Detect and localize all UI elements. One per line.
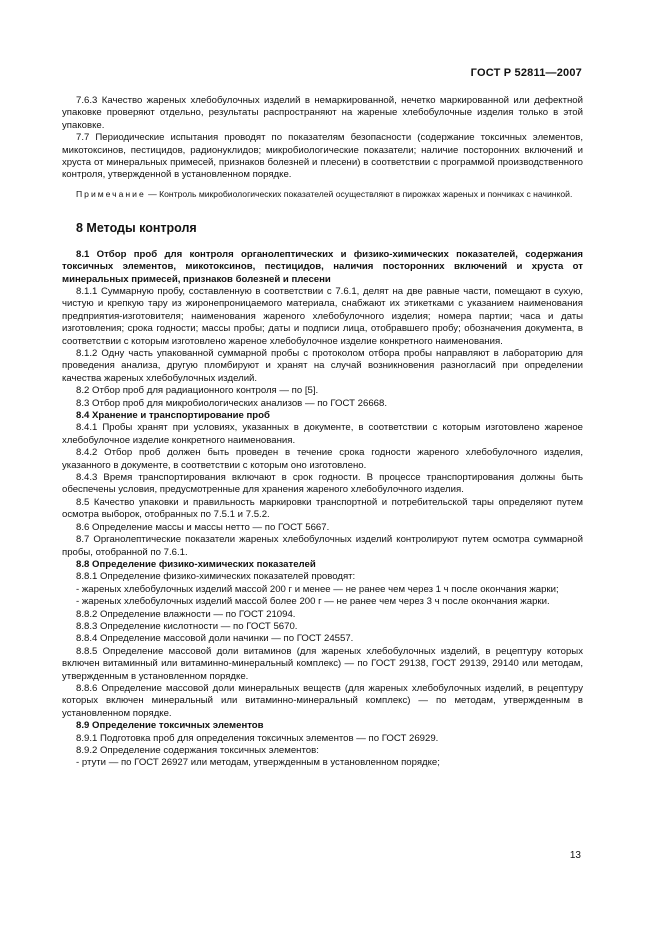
paragraph-8-8-3: 8.8.3 Определение кислотности — по ГОСТ 5670.: [76, 620, 298, 632]
paragraph-8-8-2: 8.8.2 Определение влажности — по ГОСТ 21094.: [76, 608, 296, 620]
paragraph-8-8-6: 8.8.6 Определение массовой доли минеральных веществ (для жареных хлебобулочных изделий, в рецептуру которых включен минеральный или витаминно-минеральный комплекс) — по методам, утвержденным в установленном порядке.: [62, 682, 583, 719]
paragraph-8-8-1-b: - жареных хлебобулочных изделий массой более 200 г — не ранее чем через 3 ч после окончания жарки.: [76, 596, 550, 608]
standard-header: ГОСТ Р 52811—2007: [470, 67, 582, 79]
paragraph-8-1-2: 8.1.2 Одну часть упакованной суммарной пробы с протоколом отбора пробы направляют в лабораторию для проведения анализа, другую пломбируют и хранят на случай возникновения разногласий при определении качества жареных хлебобулочных изделий.: [62, 348, 583, 384]
paragraph-8-9-2: 8.9.2 Определение содержания токсичных элементов:: [76, 745, 319, 756]
paragraph-8-2: 8.2 Отбор проб для радиационного контроля — по [5].: [76, 385, 319, 397]
paragraph-8-3: 8.3 Отбор проб для микробиологических анализов — по ГОСТ 26668.: [76, 397, 387, 409]
paragraph-8-9-1: 8.9.1 Подготовка проб для определения токсичных элементов — по ГОСТ 26929.: [76, 732, 439, 744]
paragraph-8-1-1: 8.1.1 Суммарную пробу, составленную в соответствии с 7.6.1, делят на две равные части, помещают в сухую, чистую и крепкую тару из жиронепроницаемого материала, снабжают их этикетками с указанием наименования предприятия-изготовителя; наименования жареного хлебобулочного изделия; номера партии; часа и даты изготовления; срока годности; массы пробы; даты и подписи лица, отобравшего пробу; обозначения документа, в соответствии с которым изготовлено жареное хлебобулочное изделие конкретного наименования.: [62, 285, 583, 347]
page-content: [62, 95, 583, 770]
section-8-heading: 8 Методы контроля: [76, 221, 197, 236]
note-label: Примечание: [76, 188, 146, 199]
paragraph-8-8-1: 8.8.1 Определение физико-химических показателей проводят:: [76, 571, 356, 583]
paragraph-7-6-3: 7.6.3 Качество жареных хлебобулочных изделий в немаркированной, нечетко маркированной или дефектной упаковке проверяют отдельно, результаты распространяют на жареные хлебобулочные изделия только в этой упаковке.: [62, 95, 583, 131]
paragraph-8-8-4: 8.8.4 Определение массовой доли начинки — по ГОСТ 24557.: [76, 633, 354, 645]
paragraph-8-7: 8.7 Органолептические показатели жареных хлебобулочных изделий контролируют путем осмотра суммарной пробы, отобранной по 7.6.1.: [62, 534, 583, 558]
page-number: 13: [569, 850, 581, 861]
paragraph-8-9-2-a: - ртути — по ГОСТ 26927 или методам, утвержденным в установленном порядке;: [76, 757, 440, 769]
paragraph-8-6: 8.6 Определение массы и массы нетто — по ГОСТ 5667.: [76, 521, 330, 533]
paragraph-8-4-2: 8.4.2 Отбор проб должен быть проведен в течение срока годности жареного хлебобулочного изделия, указанного в документе, в соответствии с которым оно изготовлено.: [62, 447, 583, 471]
paragraph-8-8-1-a: - жареных хлебобулочных изделий массой 200 г и менее — не ранее чем через 1 ч после окончания жарки;: [76, 583, 559, 595]
paragraph-8-1: 8.1 Отбор проб для контроля органолептических и физико-химических показателей, содержания токсичных элементов, микотоксинов, пестицидов, наличия посторонних включений и хруста от минеральных примесей, признаков болезней и плесени: [62, 248, 583, 285]
paragraph-8-4-3: 8.4.3 Время транспортирования включают в срок годности. В процессе транспортирования должны быть обеспечены условия, предусмотренные для хранения жареного хлебобулочного изделия.: [62, 472, 583, 496]
paragraph-8-4-1: 8.4.1 Пробы хранят при условиях, указанных в документе, в соответствии с которым изготовлено жареное хлебобулочное изделие конкретного наименования.: [62, 422, 583, 446]
paragraph-8-8-5: 8.8.5 Определение массовой доли витаминов (для жареных хлебобулочных изделий, в рецептуру которых включен витаминный или витаминно-минеральный комплекс) — по ГОСТ 29138, ГОСТ 29139, 29140 или методам, утвержденным в установленном порядке.: [62, 645, 583, 682]
paragraph-8-9: 8.9 Определение токсичных элементов: [76, 720, 264, 732]
paragraph-8-4: 8.4 Хранение и транспортирование проб: [76, 410, 270, 422]
note: [62, 189, 583, 201]
paragraph-8-8: 8.8 Определение физико-химических показателей: [76, 558, 316, 570]
paragraph-7-7: 7.7 Периодические испытания проводят по показателям безопасности (содержание токсичных элементов, микотоксинов, пестицидов, радионуклидов; микробиологические показатели; наличие посторонних включений и хруста от минеральных примесей, признаков болезней и плесени) в соответствии с программой производственного контроля, утвержденной в установленном порядке.: [62, 132, 583, 181]
paragraph-8-5: 8.5 Качество упаковки и правильность маркировки транспортной и потребительской тары определяют путем осмотра выборок, отобранных по 7.5.1 и 7.5.2.: [62, 496, 583, 521]
note-text: — Контроль микробиологических показателей осуществляют в пирожках жареных и пончиках с начинкой.: [145, 188, 573, 199]
